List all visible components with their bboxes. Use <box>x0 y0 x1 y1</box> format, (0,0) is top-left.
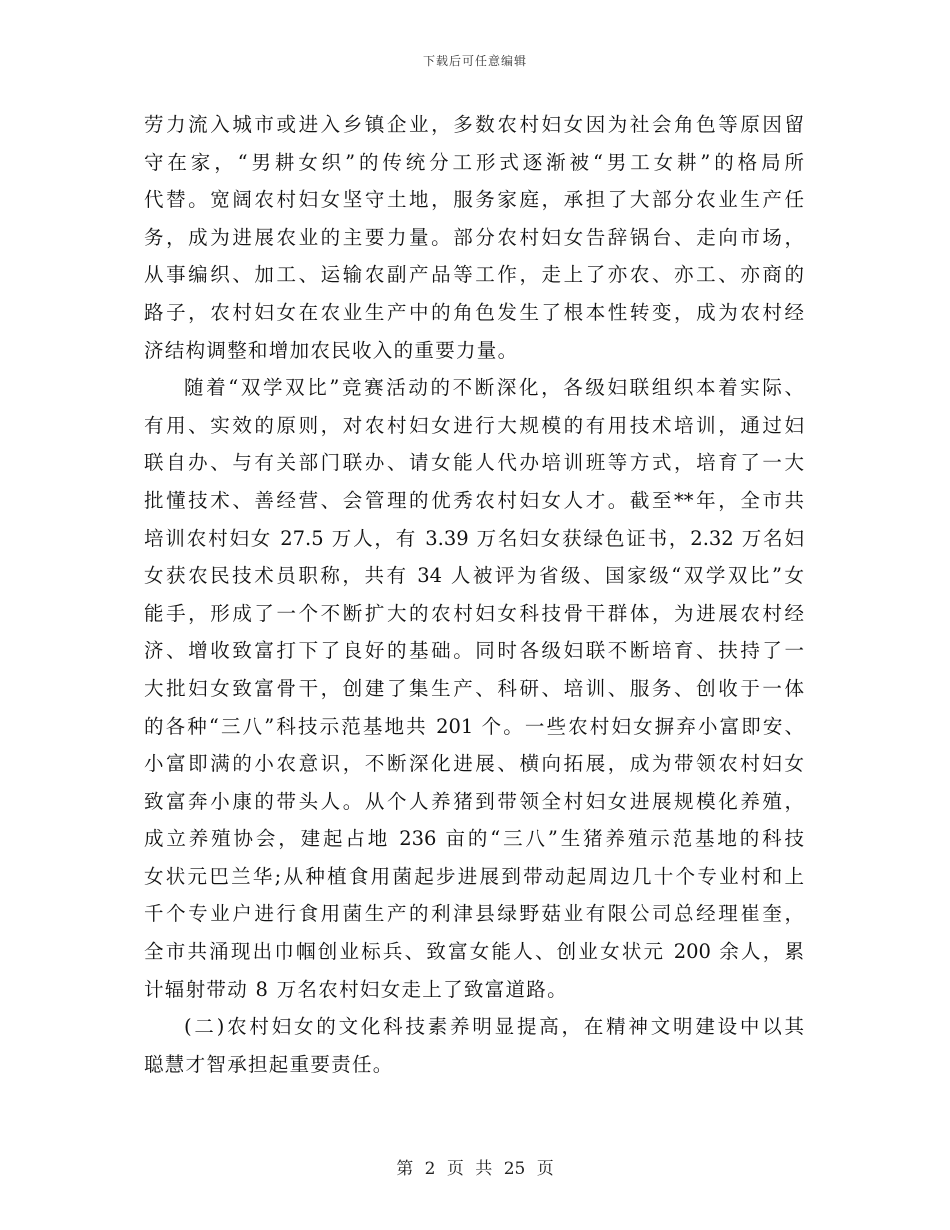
document-body <box>144 106 804 1083</box>
page-header: 下载后可任意编辑 <box>422 54 527 68</box>
body-line: 千个专业户进行食用菌生产的利津县绿野菇业有限公司总经理崔奎， <box>144 902 804 926</box>
body-line: 致富奔小康的带头人。从个人养猪到带领全村妇女进展规模化养殖， <box>144 789 804 813</box>
body-line: 劳力流入城市或进入乡镇企业，多数农村妇女因为社会角色等原因留 <box>144 113 804 136</box>
body-line-paragraph-start: (二)农村妇女的文化科技素养明显提高，在精神文明建设中以其 <box>184 1015 804 1039</box>
body-line: 聪慧才智承担起重要责任。 <box>144 1052 394 1076</box>
body-line: 成立养殖协会，建起占地 236 亩的“三八”生猪养殖示范基地的科技 <box>144 827 804 851</box>
body-line: 守在家，“男耕女织”的传统分工形式逐渐被“男工女耕”的格局所 <box>144 150 804 174</box>
body-line: 培训农村妇女 27.5 万人，有 3.39 万名妇女获绿色证书，2.32 万名妇 <box>144 526 804 550</box>
body-line: 的各种“三八”科技示范基地共 201 个。一些农村妇女摒弃小富即安、 <box>144 714 804 738</box>
body-line: 济、增收致富打下了良好的基础。同时各级妇联不断培育、扶持了一 <box>144 639 804 663</box>
body-line: 代替。宽阔农村妇女坚守土地，服务家庭，承担了大部分农业生产任 <box>144 188 804 212</box>
body-line: 济结构调整和增加农民收入的重要力量。 <box>144 338 519 362</box>
body-line: 能手，形成了一个不断扩大的农村妇女科技骨干群体，为进展农村经 <box>144 601 804 625</box>
body-line: 女状元巴兰华;从种植食用菌起步进展到带动起周边几十个专业村和上 <box>144 864 804 888</box>
body-line: 女获农民技术员职称，共有 34 人被评为省级、国家级“双学双比”女 <box>144 564 804 588</box>
body-line: 全市共涌现出巾帼创业标兵、致富女能人、创业女状元 200 余人，累 <box>144 940 804 964</box>
body-line: 从事编织、加工、运输农副产品等工作，走上了亦农、亦工、亦商的 <box>144 263 804 287</box>
body-line: 计辐射带动 8 万名农村妇女走上了致富道路。 <box>144 977 568 1001</box>
body-line: 大批妇女致富骨干，创建了集生产、科研、培训、服务、创收于一体 <box>144 676 804 700</box>
body-line: 路子，农村妇女在农业生产中的角色发生了根本性转变，成为农村经 <box>144 300 804 324</box>
page-number-footer: 第 2 页 共 25 页 <box>396 1159 554 1179</box>
body-line: 务，成为进展农业的主要力量。部分农村妇女告辞锅台、走向市场， <box>144 225 804 249</box>
body-line: 批懂技术、善经营、会管理的优秀农村妇女人才。截至**年，全市共 <box>144 488 804 512</box>
body-line: 有用、实效的原则，对农村妇女进行大规模的有用技术培训，通过妇 <box>144 413 804 437</box>
body-line-paragraph-start: 随着“双学双比”竞赛活动的不断深化，各级妇联组织本着实际、 <box>184 376 804 400</box>
body-line: 联自办、与有关部门联办、请女能人代办培训班等方式，培育了一大 <box>144 451 804 475</box>
body-line: 小富即满的小农意识，不断深化进展、横向拓展，成为带领农村妇女 <box>144 752 804 776</box>
